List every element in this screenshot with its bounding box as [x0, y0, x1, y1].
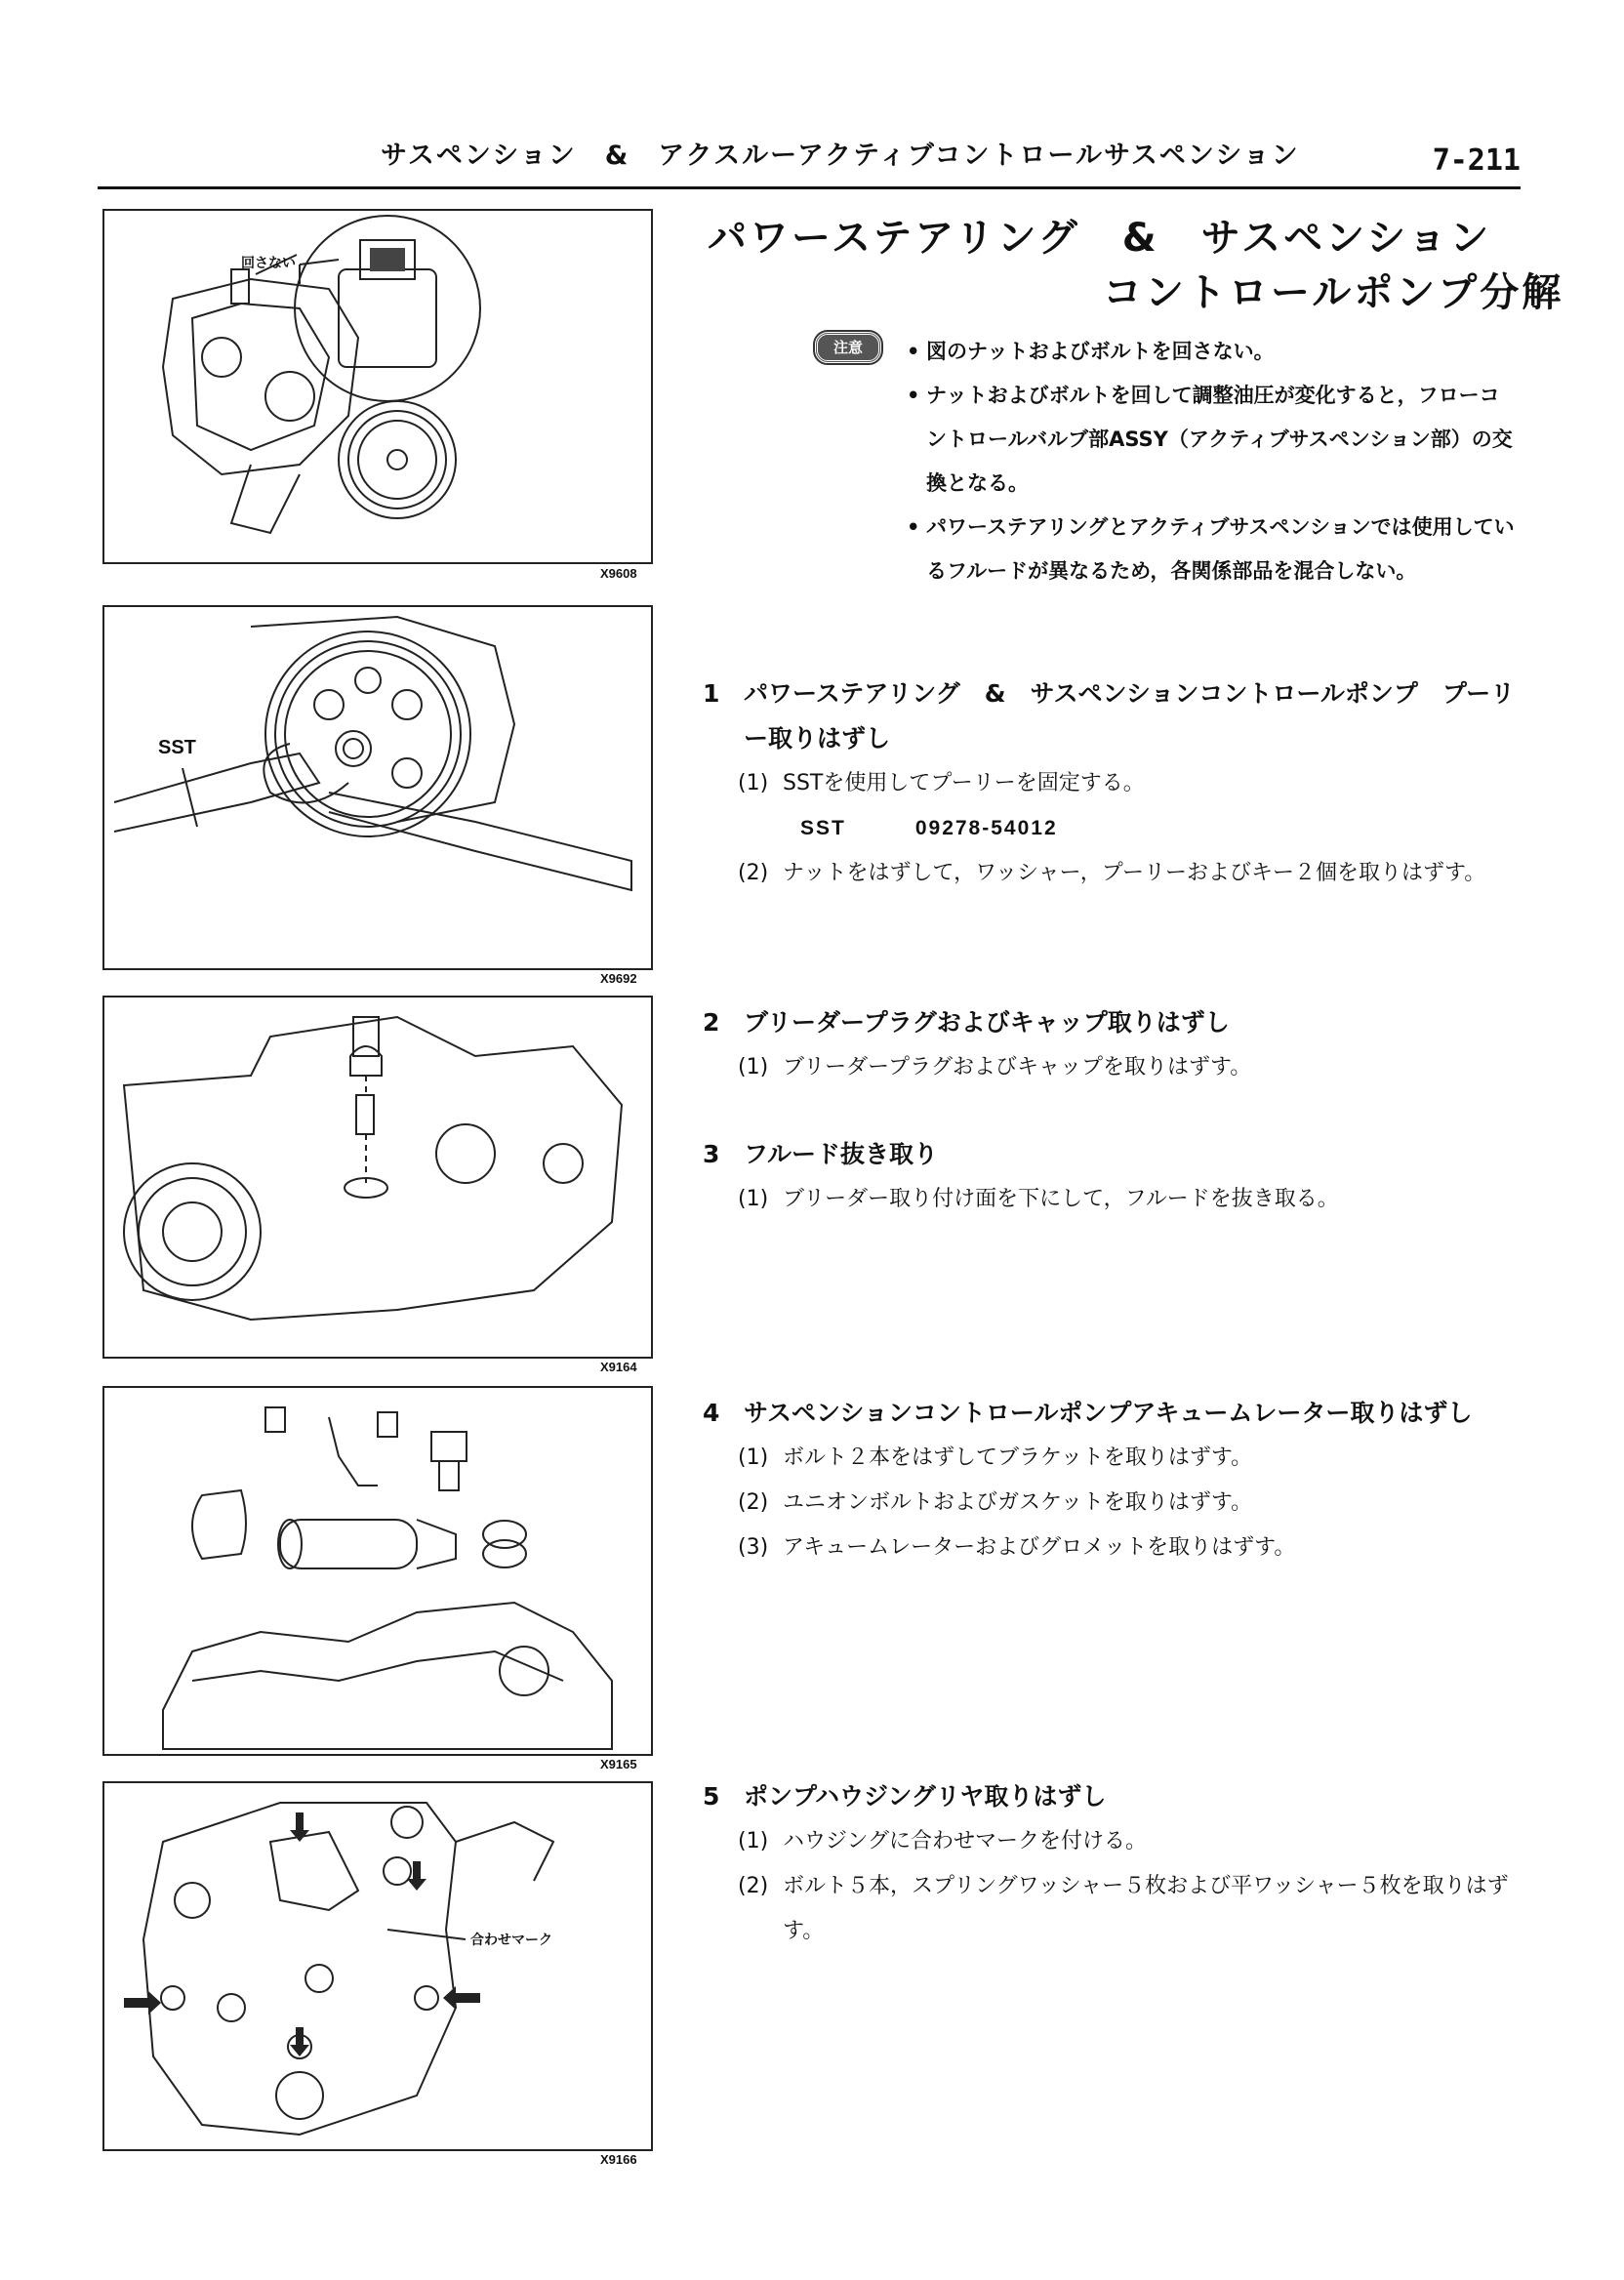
- step-title: パワーステアリング & サスペンションコントロールポンプ プーリー取りはずし: [744, 679, 1516, 753]
- substep: [703, 1177, 1522, 1222]
- section-title-line1: パワーステアリング & サスペンション: [708, 216, 1492, 261]
- step-heading: [703, 1000, 1522, 1045]
- step-heading: [703, 1391, 1522, 1436]
- substep-text: ブリーダープラグおよびキャップを取りはずす。: [783, 1055, 1252, 1079]
- step-2: [703, 1000, 1522, 1090]
- step-heading: [703, 1132, 1522, 1177]
- figure-code: X9165: [600, 1757, 637, 1771]
- substep: [703, 1436, 1522, 1481]
- figure-accumulator: [102, 1386, 653, 1756]
- step-3: [703, 1132, 1522, 1222]
- substep-number: (1): [738, 771, 769, 795]
- figure-label-do-not-turn: 回さない: [241, 256, 296, 271]
- figure-code: X9164: [600, 1360, 637, 1374]
- page-number: 7-211: [1432, 143, 1521, 178]
- substep: [703, 761, 1522, 806]
- caution-note: • ナットおよびボルトを回して調整油圧が変化すると，フローコントロールバルブ部ASSY（アクティブサスペンション部）の交換となる。: [905, 374, 1518, 506]
- step-5: [703, 1774, 1522, 1954]
- figure-code: X9692: [600, 971, 637, 986]
- page-header: [98, 122, 1521, 189]
- figure-code: X9608: [600, 566, 637, 581]
- sst-number: 09278-54012: [914, 817, 1058, 839]
- step-1: [703, 672, 1522, 896]
- step-heading: [703, 1774, 1522, 1819]
- step-title: ポンプハウジングリヤ取りはずし: [744, 1782, 1107, 1811]
- caution-badge: 注意: [815, 332, 881, 363]
- substep: [703, 1045, 1522, 1090]
- substep: [703, 1819, 1522, 1864]
- figure-bleeder-plug: [102, 996, 653, 1359]
- substep: [703, 1526, 1522, 1570]
- step-number: 3: [703, 1140, 720, 1168]
- bleeder-plug-illustration: [104, 998, 651, 1357]
- step-number: 2: [703, 1008, 720, 1037]
- substep-number: (1): [738, 1187, 769, 1211]
- substep-number: (2): [738, 1874, 769, 1898]
- step-number: 5: [703, 1782, 720, 1811]
- header-title: サスペンション & アクスルーアクティブコントロールサスペンション: [381, 141, 1300, 171]
- substep-number: (2): [738, 1490, 769, 1515]
- caution-notes: [815, 330, 1518, 593]
- substep-number: (1): [738, 1445, 769, 1470]
- substep-text: アキュームレーターおよびグロメットを取りはずす。: [783, 1535, 1296, 1560]
- figure-pulley-sst: [102, 605, 653, 970]
- step-title: サスペンションコントロールポンプアキュームレーター取りはずし: [744, 1399, 1473, 1427]
- substep-text: SSTを使用してプーリーを固定する。: [783, 771, 1145, 795]
- accumulator-illustration: [104, 1388, 651, 1754]
- sst-line: [703, 806, 1522, 851]
- pulley-sst-illustration: [104, 607, 651, 968]
- substep: [703, 1481, 1522, 1526]
- substep-text: ナットをはずして，ワッシャー，プーリーおよびキー２個を取りはずす。: [783, 861, 1486, 885]
- step-number: 4: [703, 1399, 720, 1427]
- caution-note: • パワーステアリングとアクティブサスペンションでは使用しているフルードが異なるため，各関係部品を混合しない。: [905, 506, 1518, 593]
- substep-text: ブリーダー取り付け面を下にして，フルードを抜き取る。: [783, 1187, 1339, 1211]
- substep-text: ボルト２本をはずしてブラケットを取りはずす。: [783, 1445, 1253, 1470]
- figure-pump-nut: [102, 209, 653, 564]
- substep-number: (2): [738, 861, 769, 885]
- step-title: フルード抜き取り: [744, 1140, 939, 1168]
- figure-code: X9166: [600, 2152, 637, 2167]
- substep: [703, 851, 1522, 896]
- figure-label-sst: SST: [158, 737, 196, 758]
- pump-nut-illustration: [104, 211, 651, 562]
- substep-number: (3): [738, 1535, 769, 1560]
- figure-label-match-mark: 合わせマーク: [470, 1933, 552, 1948]
- housing-rear-illustration: [104, 1783, 651, 2149]
- figure-housing-rear: [102, 1781, 653, 2151]
- substep-text: ハウジングに合わせマークを付ける。: [783, 1829, 1148, 1853]
- sst-label: SST: [800, 817, 846, 839]
- section-title-line2: コントロールポンプ分解: [1103, 270, 1564, 315]
- step-heading: [703, 672, 1522, 761]
- step-number: 1: [703, 679, 720, 708]
- step-4: [703, 1391, 1522, 1570]
- substep-number: (1): [738, 1055, 769, 1079]
- step-title: ブリーダープラグおよびキャップ取りはずし: [744, 1008, 1230, 1037]
- substep-number: (1): [738, 1829, 769, 1853]
- substep-text: ボルト５本，スプリングワッシャー５枚および平ワッシャー５枚を取りはずす。: [783, 1874, 1509, 1943]
- caution-note: • 図のナットおよびボルトを回さない。: [905, 330, 1518, 374]
- substep-text: ユニオンボルトおよびガスケットを取りはずす。: [783, 1490, 1253, 1515]
- substep: [703, 1864, 1522, 1954]
